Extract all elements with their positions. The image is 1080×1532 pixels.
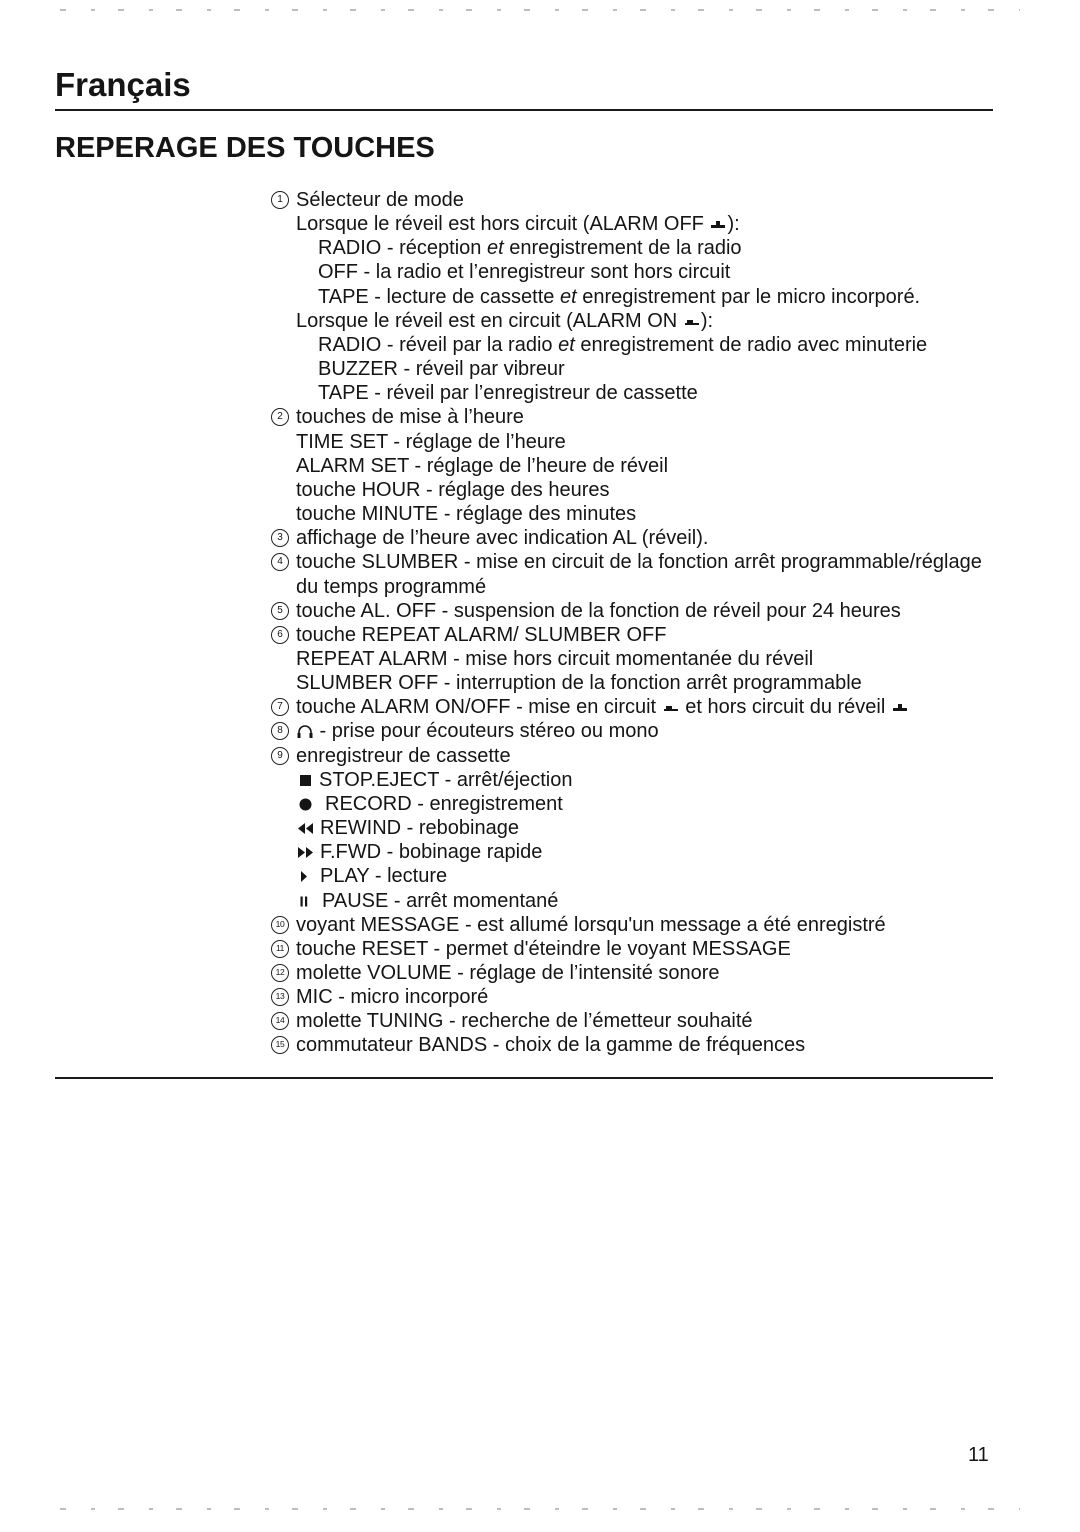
- item-detail-line: [0, 454, 1080, 478]
- item-number-badge: 12: [271, 964, 289, 982]
- line-text: enregistreur de cassette: [296, 744, 511, 767]
- section-end-divider: [55, 1077, 993, 1079]
- line-text: touche MINUTE - réglage des minutes: [296, 503, 637, 526]
- item-number-badge: 5: [271, 602, 289, 620]
- cassette-control-pause: [0, 889, 1080, 913]
- line-text: touches de mise à l’heure: [296, 406, 524, 429]
- line-text: touche ALARM ON/OFF - mise en circuit: [296, 696, 662, 719]
- item-detail-line: [0, 212, 1080, 236]
- item-detail-line: [0, 671, 1080, 695]
- line-text: STOP.EJECT - arrêt/éjection: [319, 768, 573, 791]
- line-text: touche HOUR - réglage des heures: [296, 478, 610, 501]
- cassette-control-play: [0, 864, 1080, 888]
- line-text: OFF - la radio et l’enregistreur sont hors circuit: [318, 261, 731, 284]
- control-item-12: [0, 961, 1080, 985]
- alarm-off-switch-icon: [891, 701, 909, 713]
- line-text: touche REPEAT ALARM/ SLUMBER OFF: [296, 623, 667, 646]
- cassette-control-rewind: [0, 816, 1080, 840]
- emphasis-et: et: [559, 285, 577, 308]
- cassette-control-record: [0, 792, 1080, 816]
- item-detail-line: [0, 309, 1080, 333]
- control-item-4: [0, 550, 1080, 574]
- item-detail-line: [0, 333, 1080, 357]
- fast-forward-icon: [297, 847, 314, 858]
- controls-list: [0, 188, 1080, 1058]
- item-detail-line: [0, 381, 1080, 405]
- item-detail-line: [0, 478, 1080, 502]
- headphones-icon: [296, 723, 314, 739]
- control-item-13: [0, 985, 1080, 1009]
- line-text: MIC - micro incorporé: [296, 986, 489, 1009]
- line-text: commutateur BANDS - choix de la gamme de fréquences: [296, 1034, 806, 1057]
- item-number-badge: 8: [271, 722, 289, 740]
- item-number-badge: 14: [271, 1012, 289, 1030]
- emphasis-et: et: [558, 333, 575, 356]
- line-text: ALARM SET - réglage de l’heure de réveil: [296, 454, 669, 477]
- item-number-badge: 6: [271, 626, 289, 644]
- control-item-5: [0, 599, 1080, 623]
- item-detail-line: [0, 236, 1080, 260]
- line-text: voyant MESSAGE - est allumé lorsqu'un message a été enregistré: [296, 913, 886, 936]
- alarm-on-switch-icon: [662, 701, 680, 713]
- line-text: - prise pour écouteurs stéreo ou mono: [314, 720, 659, 743]
- item-detail-line: [0, 357, 1080, 381]
- control-item-2: [0, 405, 1080, 429]
- page-number: 11: [968, 1444, 989, 1466]
- language-heading: Français: [55, 66, 191, 103]
- line-text: TIME SET - réglage de l’heure: [296, 430, 566, 453]
- scan-noise-bottom: [60, 1508, 1020, 1510]
- control-item-8: [0, 719, 1080, 743]
- item-number-badge: 3: [271, 529, 289, 547]
- item-number-badge: 9: [271, 747, 289, 765]
- item-number-badge: 11: [271, 940, 289, 958]
- item-number-badge: 4: [271, 553, 289, 571]
- item-detail-line: [0, 260, 1080, 284]
- alarm-on-switch-icon: [683, 315, 701, 327]
- item-number-badge: 13: [271, 988, 289, 1006]
- line-text: REPEAT ALARM - mise hors circuit momentanée du réveil: [296, 647, 814, 670]
- line-text: touche AL. OFF - suspension de la fonction de réveil pour 24 heures: [296, 599, 901, 622]
- item-number-badge: 7: [271, 698, 289, 716]
- line-text: du temps programmé: [296, 575, 487, 598]
- line-text: TAPE - lecture de cassette: [318, 285, 560, 308]
- control-item-14: [0, 1009, 1080, 1033]
- line-text: Sélecteur de mode: [296, 189, 464, 211]
- item-number-badge: 2: [271, 408, 289, 426]
- pause-icon: [300, 896, 308, 907]
- item-detail-line: [0, 502, 1080, 526]
- heading-divider: [55, 109, 993, 111]
- control-item-9: [0, 744, 1080, 768]
- rewind-icon: [297, 823, 314, 834]
- line-text: touche SLUMBER - mise en circuit de la fonction arrêt programmable/réglage: [296, 551, 982, 574]
- item-number-badge: 1: [271, 191, 289, 209]
- line-text: enregistrement de la radio: [503, 237, 742, 260]
- line-text: ):: [727, 213, 740, 236]
- section-title: REPERAGE DES TOUCHES: [55, 132, 435, 164]
- record-icon: [299, 798, 312, 811]
- control-item-3: [0, 526, 1080, 550]
- line-text: BUZZER - réveil par vibreur: [318, 358, 565, 381]
- item-detail-line: [0, 647, 1080, 671]
- scan-noise-top: [60, 9, 1020, 11]
- play-icon: [300, 871, 308, 882]
- control-item-6: [0, 623, 1080, 647]
- item-number-badge: 10: [271, 916, 289, 934]
- line-text: touche RESET - permet d'éteindre le voyant MESSAGE: [296, 937, 791, 960]
- item-detail-line: [0, 285, 1080, 309]
- line-text: TAPE - réveil par l’enregistreur de cassette: [318, 382, 698, 405]
- line-text: REWIND - rebobinage: [320, 817, 519, 840]
- alarm-off-switch-icon: [709, 218, 727, 230]
- line-text: PLAY - lecture: [320, 865, 448, 888]
- item-number-badge: 15: [271, 1036, 289, 1054]
- line-text: molette TUNING - recherche de l’émetteur souhaité: [296, 1010, 753, 1033]
- control-item-11: [0, 937, 1080, 961]
- line-text: molette VOLUME - réglage de l’intensité sonore: [296, 962, 720, 984]
- control-item-7: [0, 695, 1080, 719]
- line-text: F.FWD - bobinage rapide: [320, 841, 543, 864]
- line-text: PAUSE - arrêt momentané: [322, 889, 559, 912]
- line-text: affichage de l’heure avec indication AL (réveil).: [296, 527, 709, 550]
- line-text: ):: [700, 309, 714, 332]
- item-detail-line: [0, 430, 1080, 454]
- emphasis-et: et: [486, 237, 504, 260]
- line-text: SLUMBER OFF - interruption de la fonction arrêt programmable: [296, 672, 862, 695]
- stop-icon: [300, 775, 311, 786]
- cassette-control-stop: [0, 768, 1080, 792]
- control-item-10: [0, 913, 1080, 937]
- item-detail-line: [0, 575, 1080, 599]
- cassette-control-fast-forward: [0, 840, 1080, 864]
- line-text: enregistrement de radio avec minuterie: [574, 333, 928, 356]
- line-text: RADIO - réception: [318, 237, 487, 260]
- control-item-1: [0, 188, 1080, 212]
- control-item-15: [0, 1033, 1080, 1057]
- line-text: RADIO - réveil par la radio: [318, 333, 559, 356]
- line-text: et hors circuit du réveil: [679, 696, 891, 719]
- line-text: Lorsque le réveil est en circuit (ALARM ON: [296, 309, 683, 332]
- line-text: RECORD - enregistrement: [325, 792, 563, 815]
- line-text: Lorsque le réveil est hors circuit (ALARM OFF: [296, 213, 710, 236]
- line-text: enregistrement par le micro incorporé.: [576, 285, 921, 308]
